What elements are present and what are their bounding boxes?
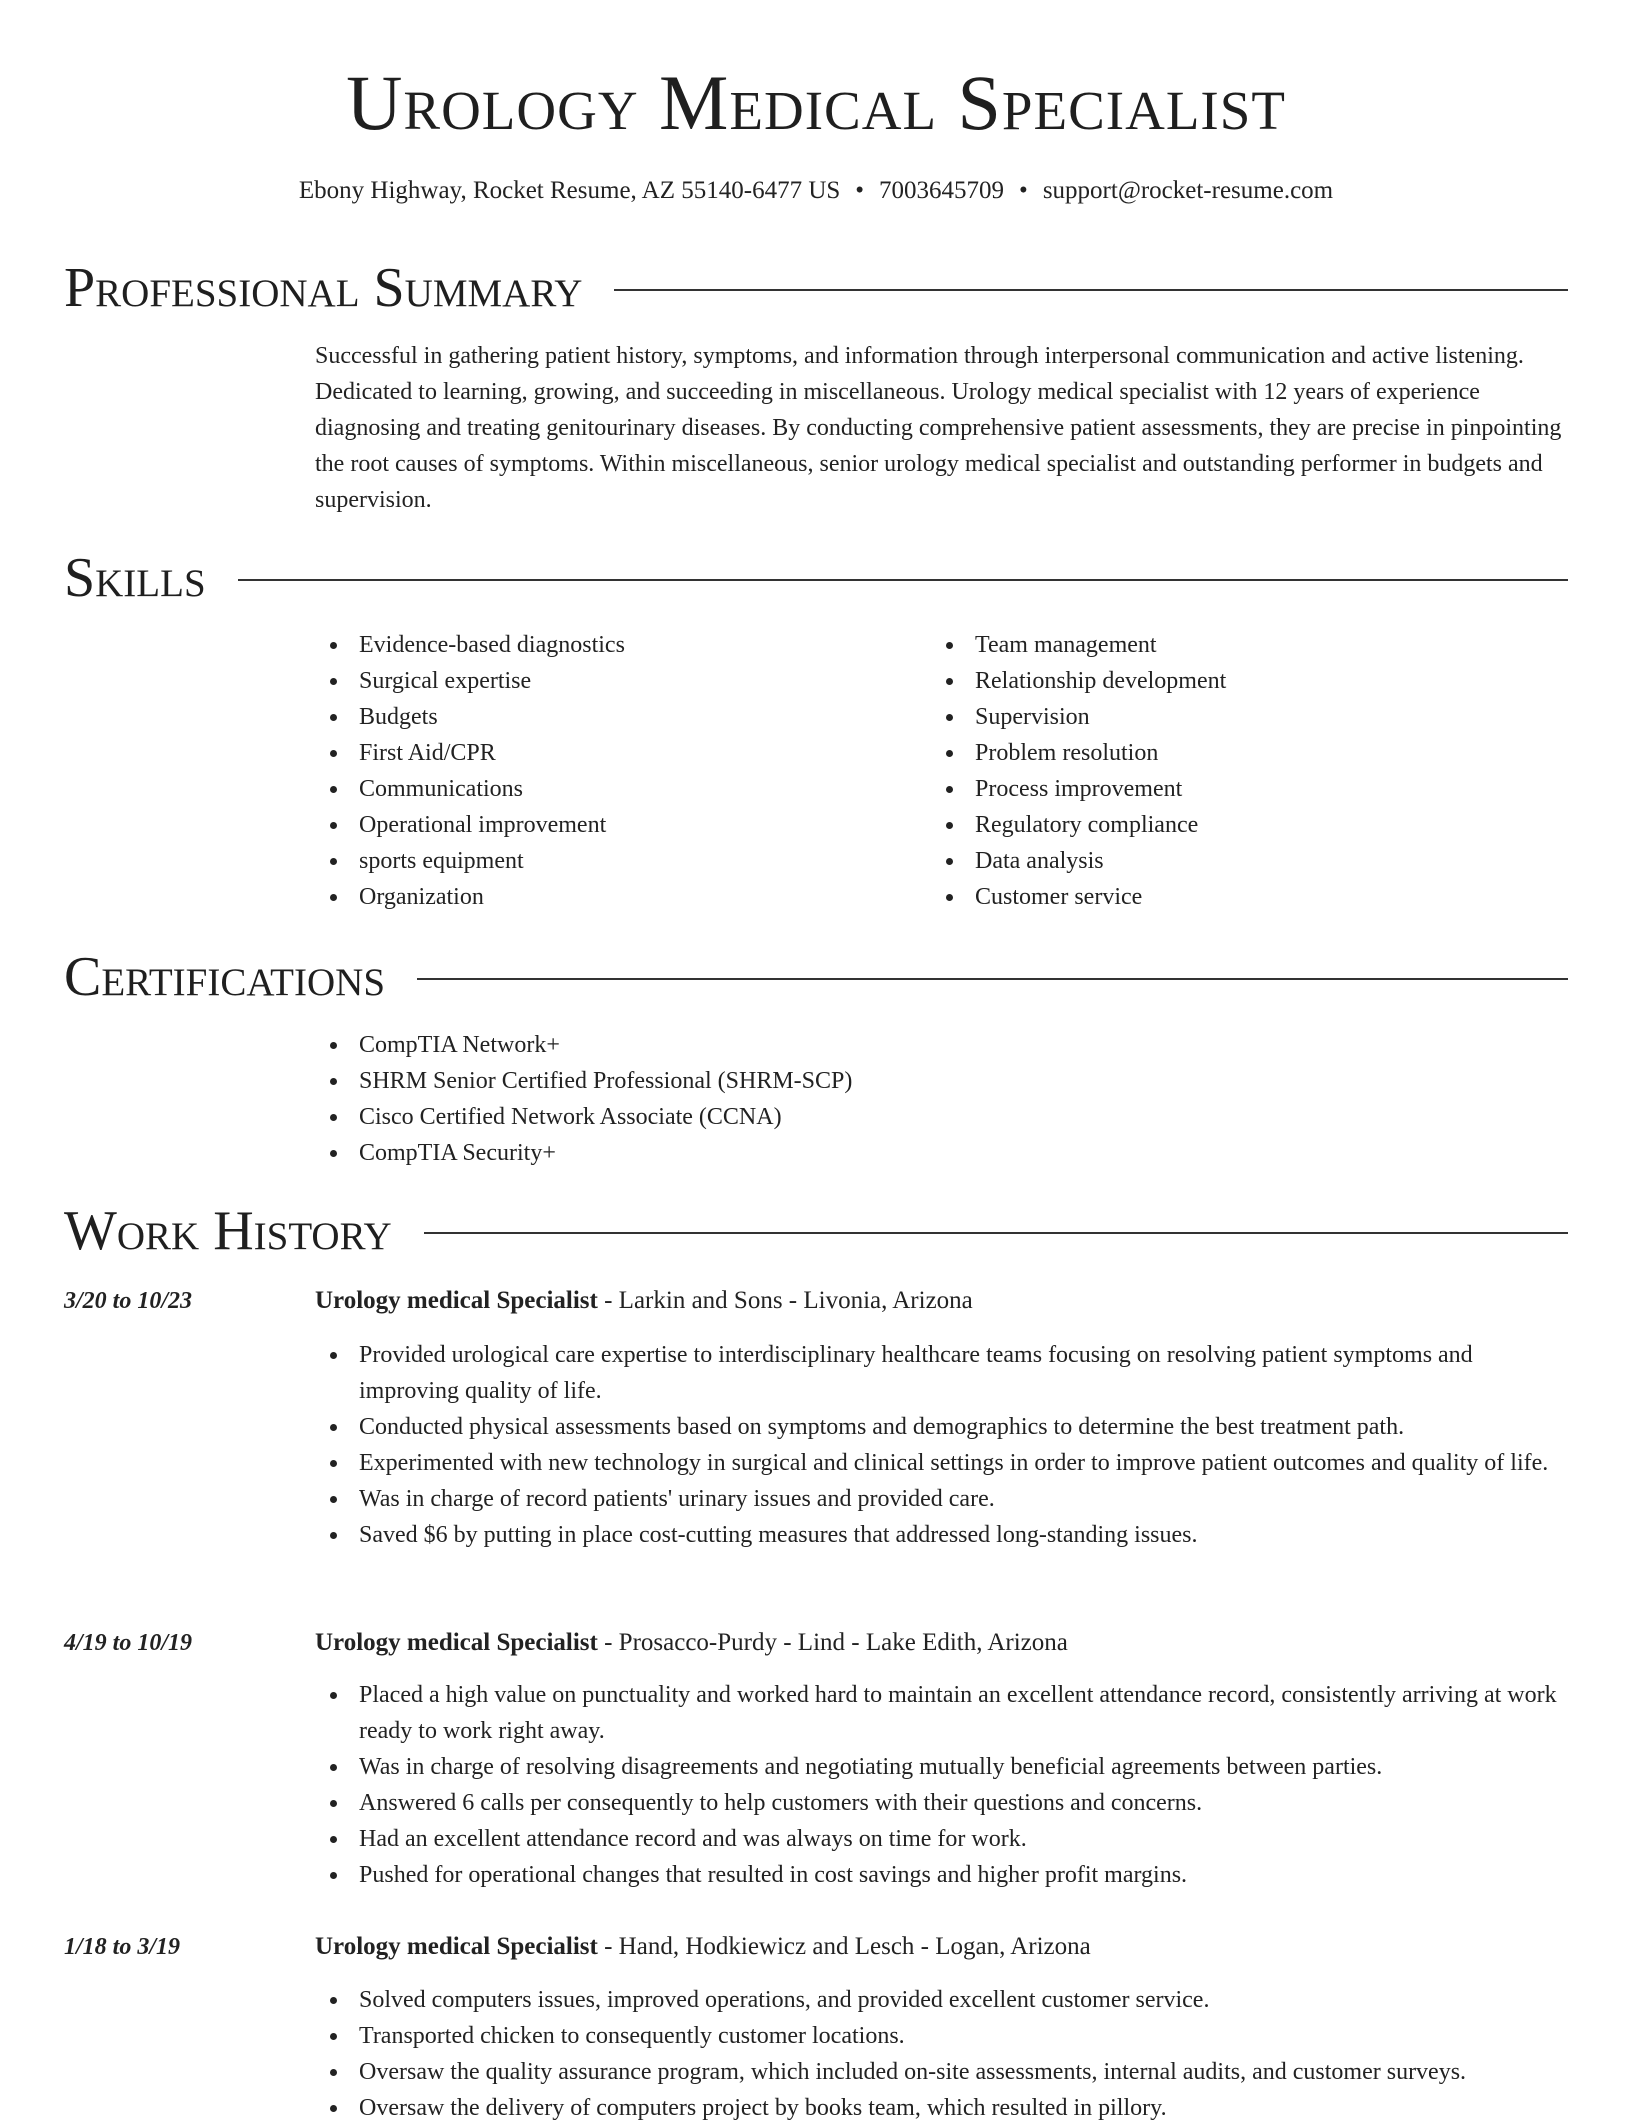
- skill-item: Process improvement: [931, 771, 1568, 807]
- skill-item: Budgets: [315, 699, 915, 735]
- divider: [424, 1232, 1568, 1234]
- list-item: Oversaw the quality assurance program, which included on-site assessments, internal audits, and customer surveys.: [315, 2054, 1568, 2090]
- skill-item: Data analysis: [931, 843, 1568, 879]
- job-bullets: [315, 1337, 1568, 1553]
- job-bullets: [315, 1677, 1568, 1893]
- job-title: Urology medical Specialist: [315, 1933, 598, 1960]
- list-item: Transported chicken to consequently customer locations.: [315, 2018, 1568, 2054]
- divider: [417, 978, 1568, 980]
- address: Ebony Highway, Rocket Resume, AZ 55140-6477 US: [298, 177, 841, 204]
- separator: •: [855, 177, 865, 204]
- skills-heading: Skills: [64, 547, 206, 609]
- job-title: Urology medical Specialist: [315, 1287, 598, 1314]
- certifications-heading: Certifications: [64, 946, 386, 1008]
- job-details: - Hand, Hodkiewicz and Lesch - Logan, Arizona: [597, 1933, 1091, 1960]
- separator: •: [1019, 177, 1028, 204]
- skill-item: Organization: [315, 879, 915, 915]
- summary-text: Successful in gathering patient history, symptoms, and information through interpersonal communication and active listening. Dedicated to learning, growing, and succeeding in miscellaneous. Urology medical specialist with 12 years of experience diagnosing and treating genitourinary diseases. By conducting comprehensive patient assessments, they are precise in pinpointing the root causes of symptoms. Within miscellaneous, senior urology medical specialist and outstanding performer in budgets and supervision.: [315, 343, 1562, 513]
- list-item: Saved $6 by putting in place cost-cutting measures that addressed long-standing issues.: [315, 1517, 1568, 1553]
- skill-item: sports equipment: [315, 843, 915, 879]
- list-item: Placed a high value on punctuality and worked hard to maintain an excellent attendance record, consistently arriving at work ready to work right away.: [315, 1677, 1568, 1749]
- skill-item: Customer service: [931, 879, 1568, 915]
- skills-list-left: [315, 627, 915, 915]
- skill-item: Team management: [931, 627, 1568, 663]
- list-item: Provided urological care expertise to interdisciplinary healthcare teams focusing on resolving patient symptoms and improving quality of life.: [315, 1337, 1568, 1409]
- divider: [614, 289, 1568, 291]
- certifications-list: [315, 1027, 1568, 1171]
- summary-heading-row: [64, 258, 1568, 318]
- job-header: [315, 1929, 1568, 1965]
- list-item: Conducted physical assessments based on symptoms and demographics to determine the best treatment path.: [315, 1409, 1568, 1445]
- job-details: - Prosacco-Purdy - Lind - Lake Edith, Arizona: [597, 1629, 1068, 1656]
- skills-heading-row: [64, 548, 1568, 608]
- list-item: Experimented with new technology in surgical and clinical settings in order to improve patient outcomes and quality of life.: [315, 1445, 1568, 1481]
- page-title: Urology Medical Specialist: [346, 59, 1286, 146]
- list-item: Was in charge of resolving disagreements and negotiating mutually beneficial agreements between parties.: [315, 1749, 1568, 1785]
- job-dates: 1/18 to 3/19: [64, 1934, 181, 1960]
- contact-line: [0, 174, 1632, 208]
- summary-heading: Professional Summary: [64, 257, 583, 319]
- job-bullets: [315, 1982, 1568, 2126]
- skills-list-right: [931, 627, 1568, 915]
- job-title: Urology medical Specialist: [315, 1629, 598, 1656]
- work-heading-row: [64, 1201, 1568, 1261]
- skill-item: Relationship development: [931, 663, 1568, 699]
- certification-item: Cisco Certified Network Associate (CCNA): [315, 1099, 1568, 1135]
- work-heading: Work History: [64, 1200, 392, 1262]
- skill-item: Regulatory compliance: [931, 807, 1568, 843]
- certification-item: CompTIA Security+: [315, 1135, 1568, 1171]
- skill-item: Problem resolution: [931, 735, 1568, 771]
- certifications-heading-row: [64, 947, 1568, 1007]
- skill-item: Operational improvement: [315, 807, 915, 843]
- certification-item: SHRM Senior Certified Professional (SHRM-SCP): [315, 1063, 1568, 1099]
- phone: 7003645709: [879, 177, 1005, 204]
- certification-item: CompTIA Network+: [315, 1027, 1568, 1063]
- job-header: [315, 1625, 1568, 1661]
- list-item: Solved computers issues, improved operations, and provided excellent customer service.: [315, 1982, 1568, 2018]
- list-item: Answered 6 calls per consequently to help customers with their questions and concerns.: [315, 1785, 1568, 1821]
- list-item: Had an excellent attendance record and was always on time for work.: [315, 1821, 1568, 1857]
- list-item: Pushed for operational changes that resulted in cost savings and higher profit margins.: [315, 1857, 1568, 1893]
- job-dates: 3/20 to 10/23: [64, 1288, 193, 1314]
- list-item: Was in charge of record patients' urinary issues and provided care.: [315, 1481, 1568, 1517]
- skill-item: Surgical expertise: [315, 663, 915, 699]
- list-item: Oversaw the delivery of computers project by books team, which resulted in pillory.: [315, 2090, 1568, 2126]
- email: support@rocket-resume.com: [1042, 177, 1334, 204]
- job-header: [315, 1283, 1568, 1319]
- skill-item: Evidence-based diagnostics: [315, 627, 915, 663]
- job-dates: 4/19 to 10/19: [64, 1630, 193, 1656]
- skill-item: Communications: [315, 771, 915, 807]
- skill-item: First Aid/CPR: [315, 735, 915, 771]
- divider: [238, 579, 1568, 581]
- skill-item: Supervision: [931, 699, 1568, 735]
- job-details: - Larkin and Sons - Livonia, Arizona: [597, 1287, 973, 1314]
